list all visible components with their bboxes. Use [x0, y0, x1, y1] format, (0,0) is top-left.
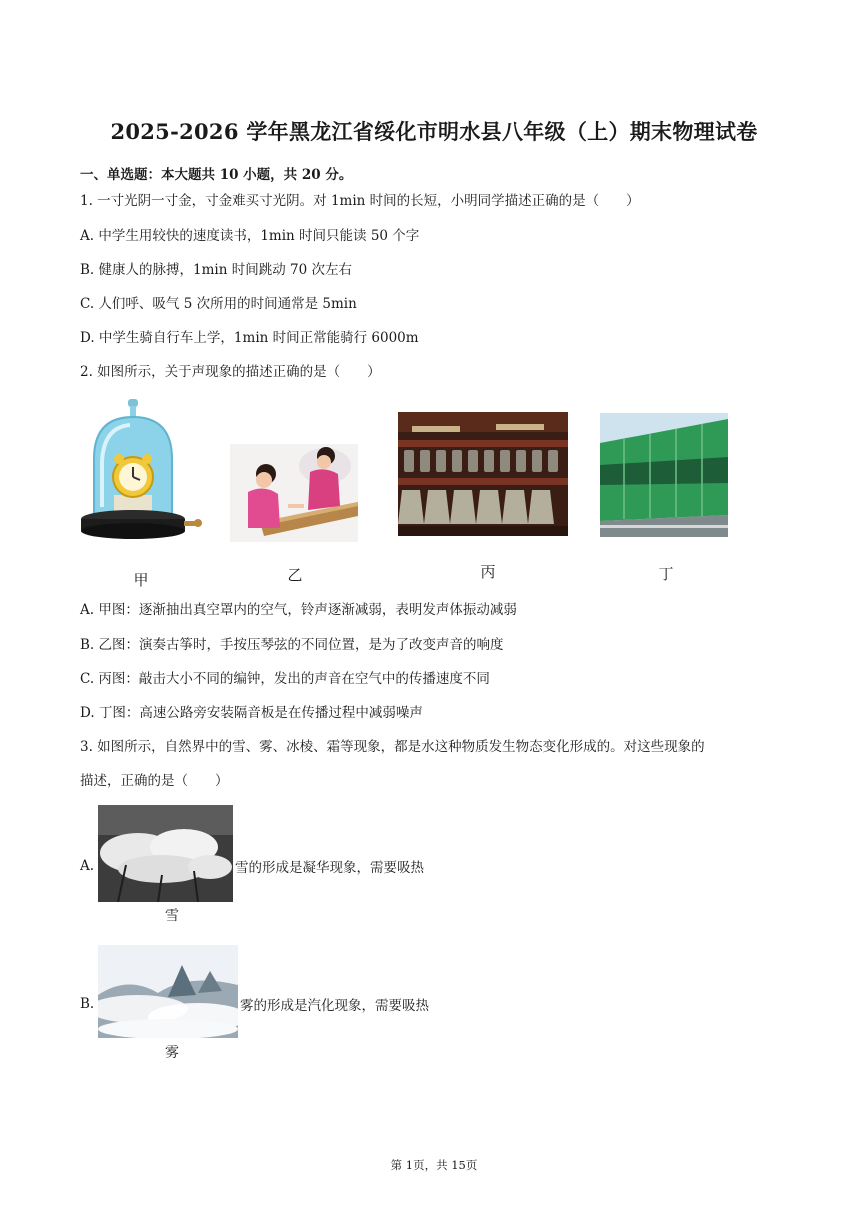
q2-option-c: C. 丙图：敲击大小不同的编钟，发出的声音在空气中的传播速度不同	[80, 671, 490, 687]
page-title: 2025-2026 学年黑龙江省绥化市明水县八年级（上）期末物理试卷	[110, 119, 758, 144]
caption-snow: 雪	[165, 908, 179, 924]
q3-stem-line1: 3. 如图所示，自然界中的雪、雾、冰棱、霜等现象，都是水这种物质发生物态变化形成的。对这些现象的	[80, 739, 705, 755]
q1-option-c: C. 人们呼、吸气 5 次所用的时间通常是 5min	[80, 296, 357, 312]
q3-option-b-label: B.	[80, 996, 95, 1012]
q1-option-a: A. 中学生用较快的速度读书，1min 时间只能读 50 个字	[80, 228, 420, 244]
guzheng-image	[230, 444, 358, 542]
bell-jar-image	[80, 397, 202, 547]
caption-yi: 乙	[287, 566, 303, 584]
q3-option-a-label: A.	[80, 858, 95, 874]
q1-option-d: D. 中学生骑自行车上学，1min 时间正常能骑行 6000m	[80, 330, 419, 346]
q2-option-a: A. 甲图：逐渐抽出真空罩内的空气，铃声逐渐减弱，表明发声体振动减弱	[80, 602, 517, 618]
q2-stem: 2. 如图所示，关于声现象的描述正确的是（ ）	[80, 364, 381, 380]
q3-option-b-text: 雾的形成是汽化现象，需要吸热	[240, 998, 429, 1014]
caption-bing: 丙	[480, 563, 496, 581]
snow-image	[98, 805, 233, 902]
q1-stem: 1. 一寸光阴一寸金，寸金难买寸光阴。对 1min 时间的长短，小明同学描述正确的是（ ）	[80, 193, 640, 209]
q1-option-b: B. 健康人的脉搏，1min 时间跳动 70 次左右	[80, 262, 352, 278]
q2-option-d: D. 丁图：高速公路旁安装隔音板是在传播过程中减弱噪声	[80, 705, 423, 721]
q3-option-a-text: 雪的形成是凝华现象，需要吸热	[235, 860, 424, 876]
chime-bells-image	[398, 412, 568, 536]
q3-stem-line2: 描述，正确的是（ ）	[80, 773, 229, 789]
caption-fog: 雾	[165, 1045, 179, 1061]
caption-jia: 甲	[133, 571, 149, 589]
section-heading: 一、单选题：本大题共 10 小题，共 20 分。	[80, 167, 353, 183]
q2-option-b: B. 乙图：演奏古筝时，手按压琴弦的不同位置，是为了改变声音的响度	[80, 637, 504, 653]
caption-ding: 丁	[658, 565, 674, 583]
page-footer: 第 1页，共 15页	[390, 1158, 478, 1172]
sound-barrier-image	[600, 413, 728, 537]
fog-image	[98, 945, 238, 1038]
